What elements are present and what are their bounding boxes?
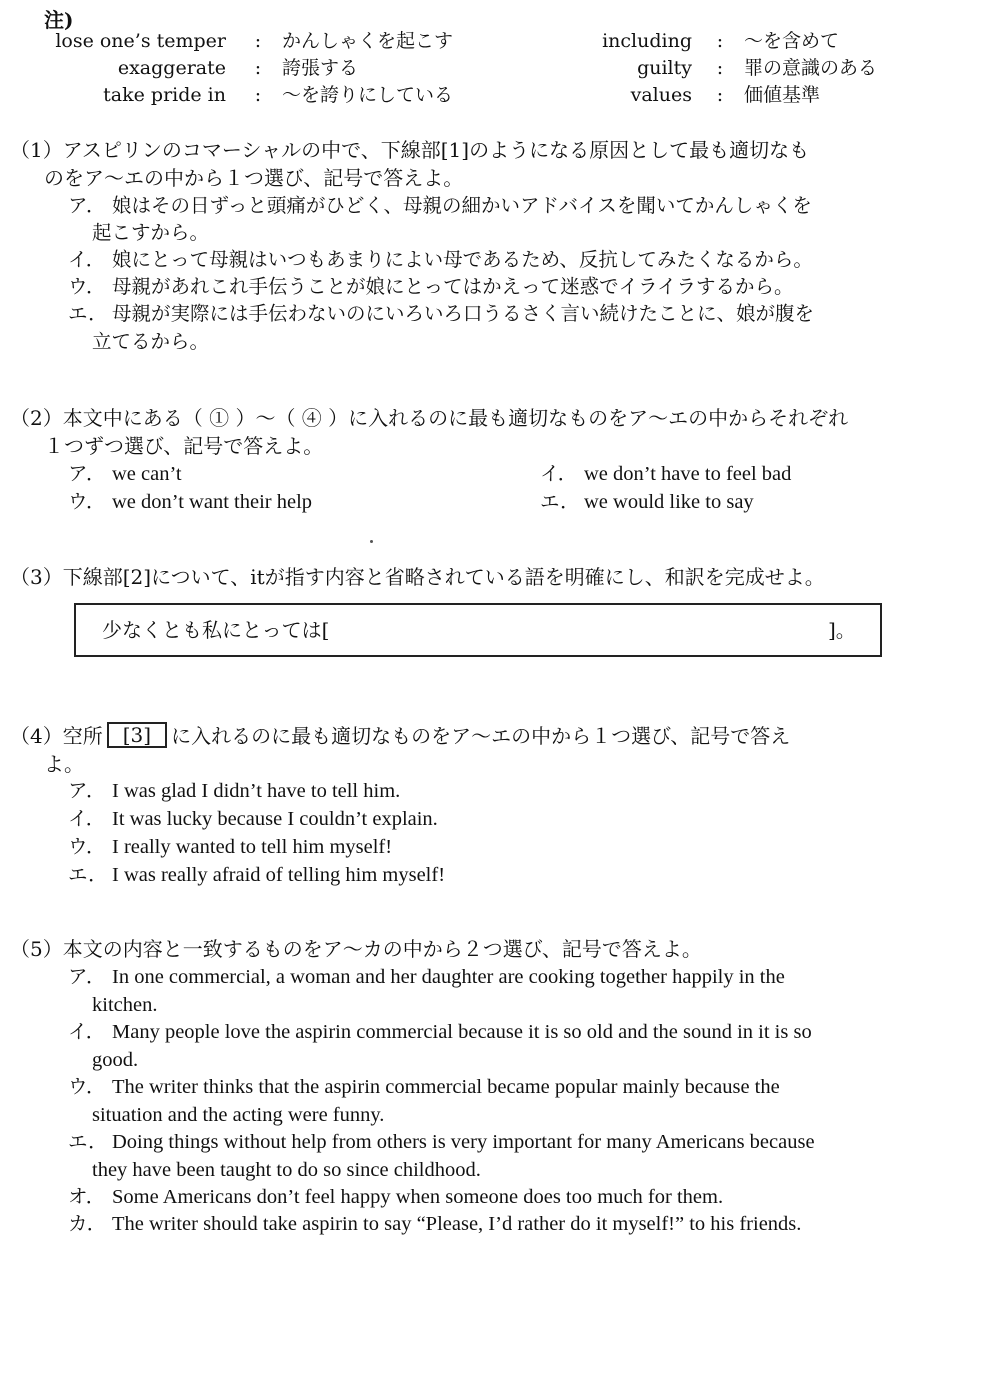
- question-number: （1）: [10, 138, 63, 162]
- question-text: 本文中にある（ ① ）～（ ④ ）に入れるのに最も適切なものをア～エの中からそれぞれ: [62, 406, 849, 430]
- answer-prefix: 少なくとも私にとっては[: [102, 618, 330, 642]
- option-mark: イ．: [68, 1020, 106, 1043]
- question-text: アスピリンのコマーシャルの中で、下線部[1]のようになる原因として最も適切なも: [62, 138, 810, 162]
- option-text: Some Americans don’t feel happy when someone does too much for them.: [112, 1186, 724, 1208]
- note-colon: :: [254, 30, 262, 52]
- note-colon: :: [254, 84, 262, 106]
- option-text: we would like to say: [584, 491, 754, 513]
- note-colon: :: [716, 57, 724, 79]
- option-mark: エ．: [68, 1130, 108, 1153]
- option-text: I really wanted to tell him myself!: [112, 836, 393, 858]
- note-colon: :: [716, 84, 724, 106]
- option-item: [540, 488, 754, 516]
- note-definition: かんしゃくを起こす: [282, 30, 454, 52]
- option-mark: ア．: [68, 965, 106, 988]
- option-text-continued: situation and the acting were funny.: [92, 1104, 385, 1126]
- option-text: The writer should take aspirin to say “Please, I’d rather do it myself!” to his friends.: [112, 1213, 802, 1235]
- option-mark: ウ．: [68, 275, 106, 298]
- option-text: Doing things without help from others is very important for many Americans because: [112, 1131, 815, 1153]
- option-item: [68, 1128, 815, 1156]
- option-text-continued: kitchen.: [92, 994, 158, 1016]
- option-item: [68, 1073, 780, 1101]
- note-term: values: [630, 84, 692, 106]
- option-mark: ウ．: [68, 1075, 106, 1098]
- question-5: [10, 935, 702, 963]
- question-text: に入れるのに最も適切なものをア～エの中から１つ選び、記号で答え: [171, 724, 791, 748]
- option-text: It was lucky because I couldn’t explain.: [112, 808, 438, 830]
- note-term: take pride in: [103, 84, 226, 106]
- option-text-continued: 起こすから。: [92, 221, 210, 244]
- option-text: I was glad I didn’t have to tell him.: [112, 780, 401, 802]
- option-text: 娘はその日ずっと頭痛がひどく、母親の細かいアドバイスを聞いてかんしゃくを: [112, 194, 812, 217]
- note-definition: 誇張する: [282, 57, 359, 79]
- note-row: [0, 82, 1000, 108]
- option-text: we don’t have to feel bad: [584, 463, 792, 485]
- option-item: [68, 300, 814, 328]
- question-text: 本文の内容と一致するものをア～カの中から２つ選び、記号で答えよ。: [62, 937, 702, 961]
- option-item: [68, 1210, 801, 1238]
- question-3: [10, 563, 825, 591]
- option-item: [68, 192, 812, 220]
- question-number: （3）: [10, 565, 63, 589]
- question-text-continued: のをア～エの中から１つ選び、記号で答えよ。: [44, 166, 464, 190]
- option-mark: エ．: [68, 302, 108, 325]
- note-definition: 価値基準: [744, 84, 821, 106]
- option-text: we don’t want their help: [112, 491, 313, 513]
- note-definition: ～を誇りにしている: [282, 84, 454, 106]
- option-mark: エ．: [68, 863, 108, 886]
- option-text: we can’t: [112, 463, 182, 485]
- question-text: 空所: [62, 724, 103, 748]
- option-mark: ア．: [68, 462, 106, 485]
- option-item: [68, 777, 400, 805]
- option-text: I was really afraid of telling him myself!: [112, 864, 446, 886]
- option-item: [68, 460, 182, 488]
- question-1: [10, 136, 809, 164]
- option-mark: エ．: [540, 490, 580, 513]
- option-mark: ア．: [68, 779, 106, 802]
- question-4: [10, 722, 790, 750]
- option-item: [68, 273, 794, 301]
- option-text: 母親があれこれ手伝うことが娘にとってはかえって迷惑でイライラするから。: [112, 275, 794, 298]
- note-definition: ～を含めて: [744, 30, 840, 52]
- option-mark: イ．: [540, 462, 578, 485]
- option-text-continued: good.: [92, 1049, 139, 1071]
- option-item: [68, 833, 392, 861]
- answer-box[interactable]: [74, 603, 882, 657]
- note-row: [0, 55, 1000, 81]
- option-mark: カ．: [68, 1212, 107, 1235]
- option-item: [68, 861, 445, 889]
- option-text: 娘にとって母親はいつもあまりによい母であるため、反抗してみたくなるから。: [112, 248, 813, 271]
- option-text: In one commercial, a woman and her daughter are cooking together happily in the: [112, 966, 785, 988]
- question-text: 下線部[2]について、itが指す内容と省略されている語を明確にし、和訳を完成せよ。: [62, 565, 825, 589]
- note-row: [0, 28, 1000, 54]
- option-text: The writer thinks that the aspirin commercial became popular mainly because the: [112, 1076, 780, 1098]
- option-mark: イ．: [68, 807, 106, 830]
- question-2: [10, 404, 848, 432]
- option-item: [68, 805, 438, 833]
- option-mark: イ．: [68, 248, 106, 271]
- question-number: （2）: [10, 406, 63, 430]
- option-item: [540, 460, 791, 488]
- note-term: including: [602, 30, 692, 52]
- option-item: [68, 488, 312, 516]
- blank-box: [3]: [107, 722, 167, 748]
- question-text-continued: １つずつ選び、記号で答えよ。: [44, 434, 324, 458]
- option-item: [68, 246, 813, 274]
- option-text-continued: 立てるから。: [92, 330, 210, 353]
- note-colon: :: [254, 57, 262, 79]
- stray-mark: [370, 540, 373, 543]
- note-term: guilty: [637, 57, 692, 79]
- option-text-continued: they have been taught to do so since childhood.: [92, 1159, 481, 1181]
- option-text: Many people love the aspirin commercial because it is so old and the sound in it is so: [112, 1021, 812, 1043]
- option-item: [68, 1018, 812, 1046]
- note-term: exaggerate: [117, 57, 226, 79]
- question-number: （5）: [10, 937, 63, 961]
- option-mark: オ．: [68, 1185, 106, 1208]
- option-item: [68, 1183, 723, 1211]
- option-mark: ウ．: [68, 835, 106, 858]
- option-mark: ア．: [68, 194, 106, 217]
- option-item: [68, 963, 785, 991]
- option-text: 母親が実際には手伝わないのにいろいろ口うるさく言い続けたことに、娘が腹を: [112, 302, 815, 325]
- option-mark: ウ．: [68, 490, 106, 513]
- note-definition: 罪の意識のある: [744, 57, 878, 79]
- question-number: （4）: [10, 724, 63, 748]
- answer-suffix: ]。: [828, 618, 856, 642]
- notes-title: 注): [44, 8, 74, 32]
- note-colon: :: [716, 30, 724, 52]
- note-term: lose one’s temper: [55, 30, 226, 52]
- question-text-continued: よ。: [44, 752, 84, 776]
